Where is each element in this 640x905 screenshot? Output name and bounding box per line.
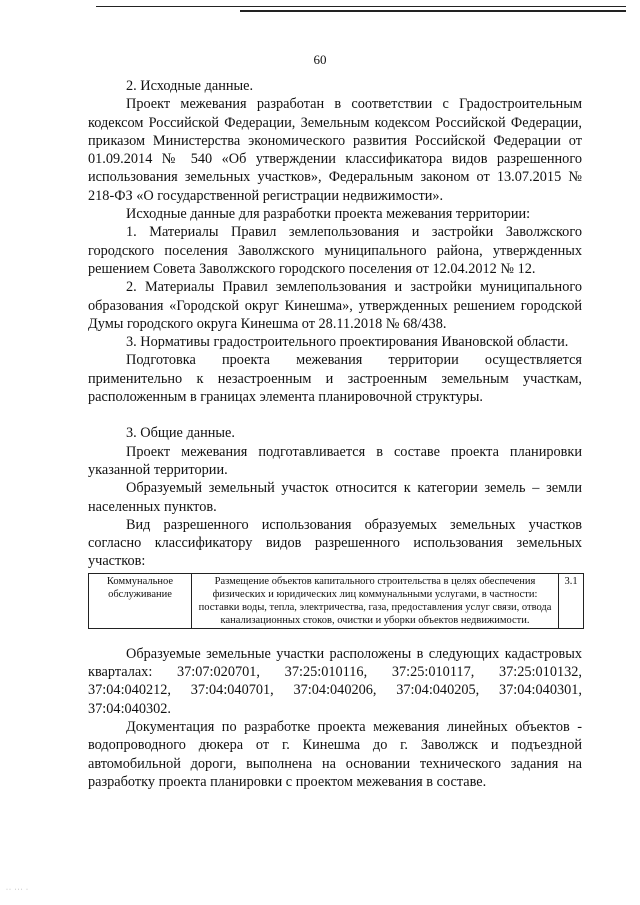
top-rule — [96, 6, 626, 7]
page-number: 60 — [313, 52, 327, 67]
use-code-cell: 3.1 — [559, 573, 584, 628]
section-3-paragraph-cadastral-quarters: Образуемые земельные участки расположены в следующих кадастровых кварталах: 37:07:020701, 37:25:010116, 37:25:010117, 37:25:010132, 37:04:040212, 37:04:040701, 37:04:040206, 37:04:040205, 37:04:040301, 37:04:040302. — [88, 645, 582, 717]
section-3-paragraph-documentation: Документация по разработке проекта межевания линейных объектов - водопроводного дюкера от г. Кинешма до г. Заволжск и подъездной автомобильной дороги, выполнена на основании технического задания на разработку проекта планировки с проектом межевания в составе. — [88, 718, 582, 790]
section-3-heading: 3. Общие данные. — [126, 425, 235, 442]
section-2-heading: 2. Исходные данные. — [126, 78, 254, 94]
use-description-cell: Размещение объектов капитального строительства в целях обеспечения физических и юридических лиц коммунальными услугами, в частности: поставки воды, тепла, электричества, газа, предоставления услуг связи, отвода канализационных стоков, очистки и уборки объектов недвижимости. — [192, 573, 559, 628]
section-2-paragraph-preparation: Подготовка проекта межевания территории осуществляется применительно к незастроенным и застроенным земельным участкам, расположенным в границах элемента планировочной структуры. — [88, 352, 582, 406]
source-item-2: 2. Материалы Правил землепользования и застройки муниципального образования «Городской округ Кинешма», утвержденных решением городской Думы городского округа Кинешма от 28.11.2018 № 68/438. — [88, 279, 582, 332]
source-item-1: 1. Материалы Правил землепользования и застройки Заволжского городского поселения Заволжского муниципального района, утвержденных решением Совета Заволжского городского поселения от 12.04.2012 № 12. — [88, 224, 582, 277]
scan-specks: ·· ··· · — [6, 887, 29, 893]
section-3-paragraph-permitted-use: Вид разрешенного использования образуемых земельных участков согласно классификатору видов разрешенного использования земельных участков: — [88, 516, 582, 570]
section-2-paragraph-legal-basis: Проект межевания разработан в соответствии с Градостроительным кодексом Российской Федерации, Земельным кодексом Российской Федерации, приказом Министерства экономического развития Российской Федерации от 01.09.2014 № 540 «Об утверждении классификатора видов разрешенного использования земельных участков», Федеральным законом от 13.07.2015 № 218-ФЗ «О государственной регистрации недвижимости». — [88, 96, 582, 204]
table-row — [89, 573, 584, 628]
permitted-use-table — [88, 573, 584, 629]
section-3-paragraph-land-category: Образуемый земельный участок относится к категории земель – земли населенных пунктов. — [88, 480, 582, 515]
source-item-3: 3. Нормативы градостроительного проектирования Ивановской области. — [126, 334, 569, 351]
section-2-paragraph-source-intro: Исходные данные для разработки проекта межевания территории: — [126, 206, 531, 223]
section-gap — [88, 406, 582, 424]
top-rule-thick — [240, 10, 626, 12]
document-body — [88, 77, 582, 791]
section-3-paragraph-composition: Проект межевания подготавливается в составе проекта планировки указанной территории. — [88, 443, 582, 478]
use-name-cell: Коммунальное обслуживание — [89, 573, 192, 628]
